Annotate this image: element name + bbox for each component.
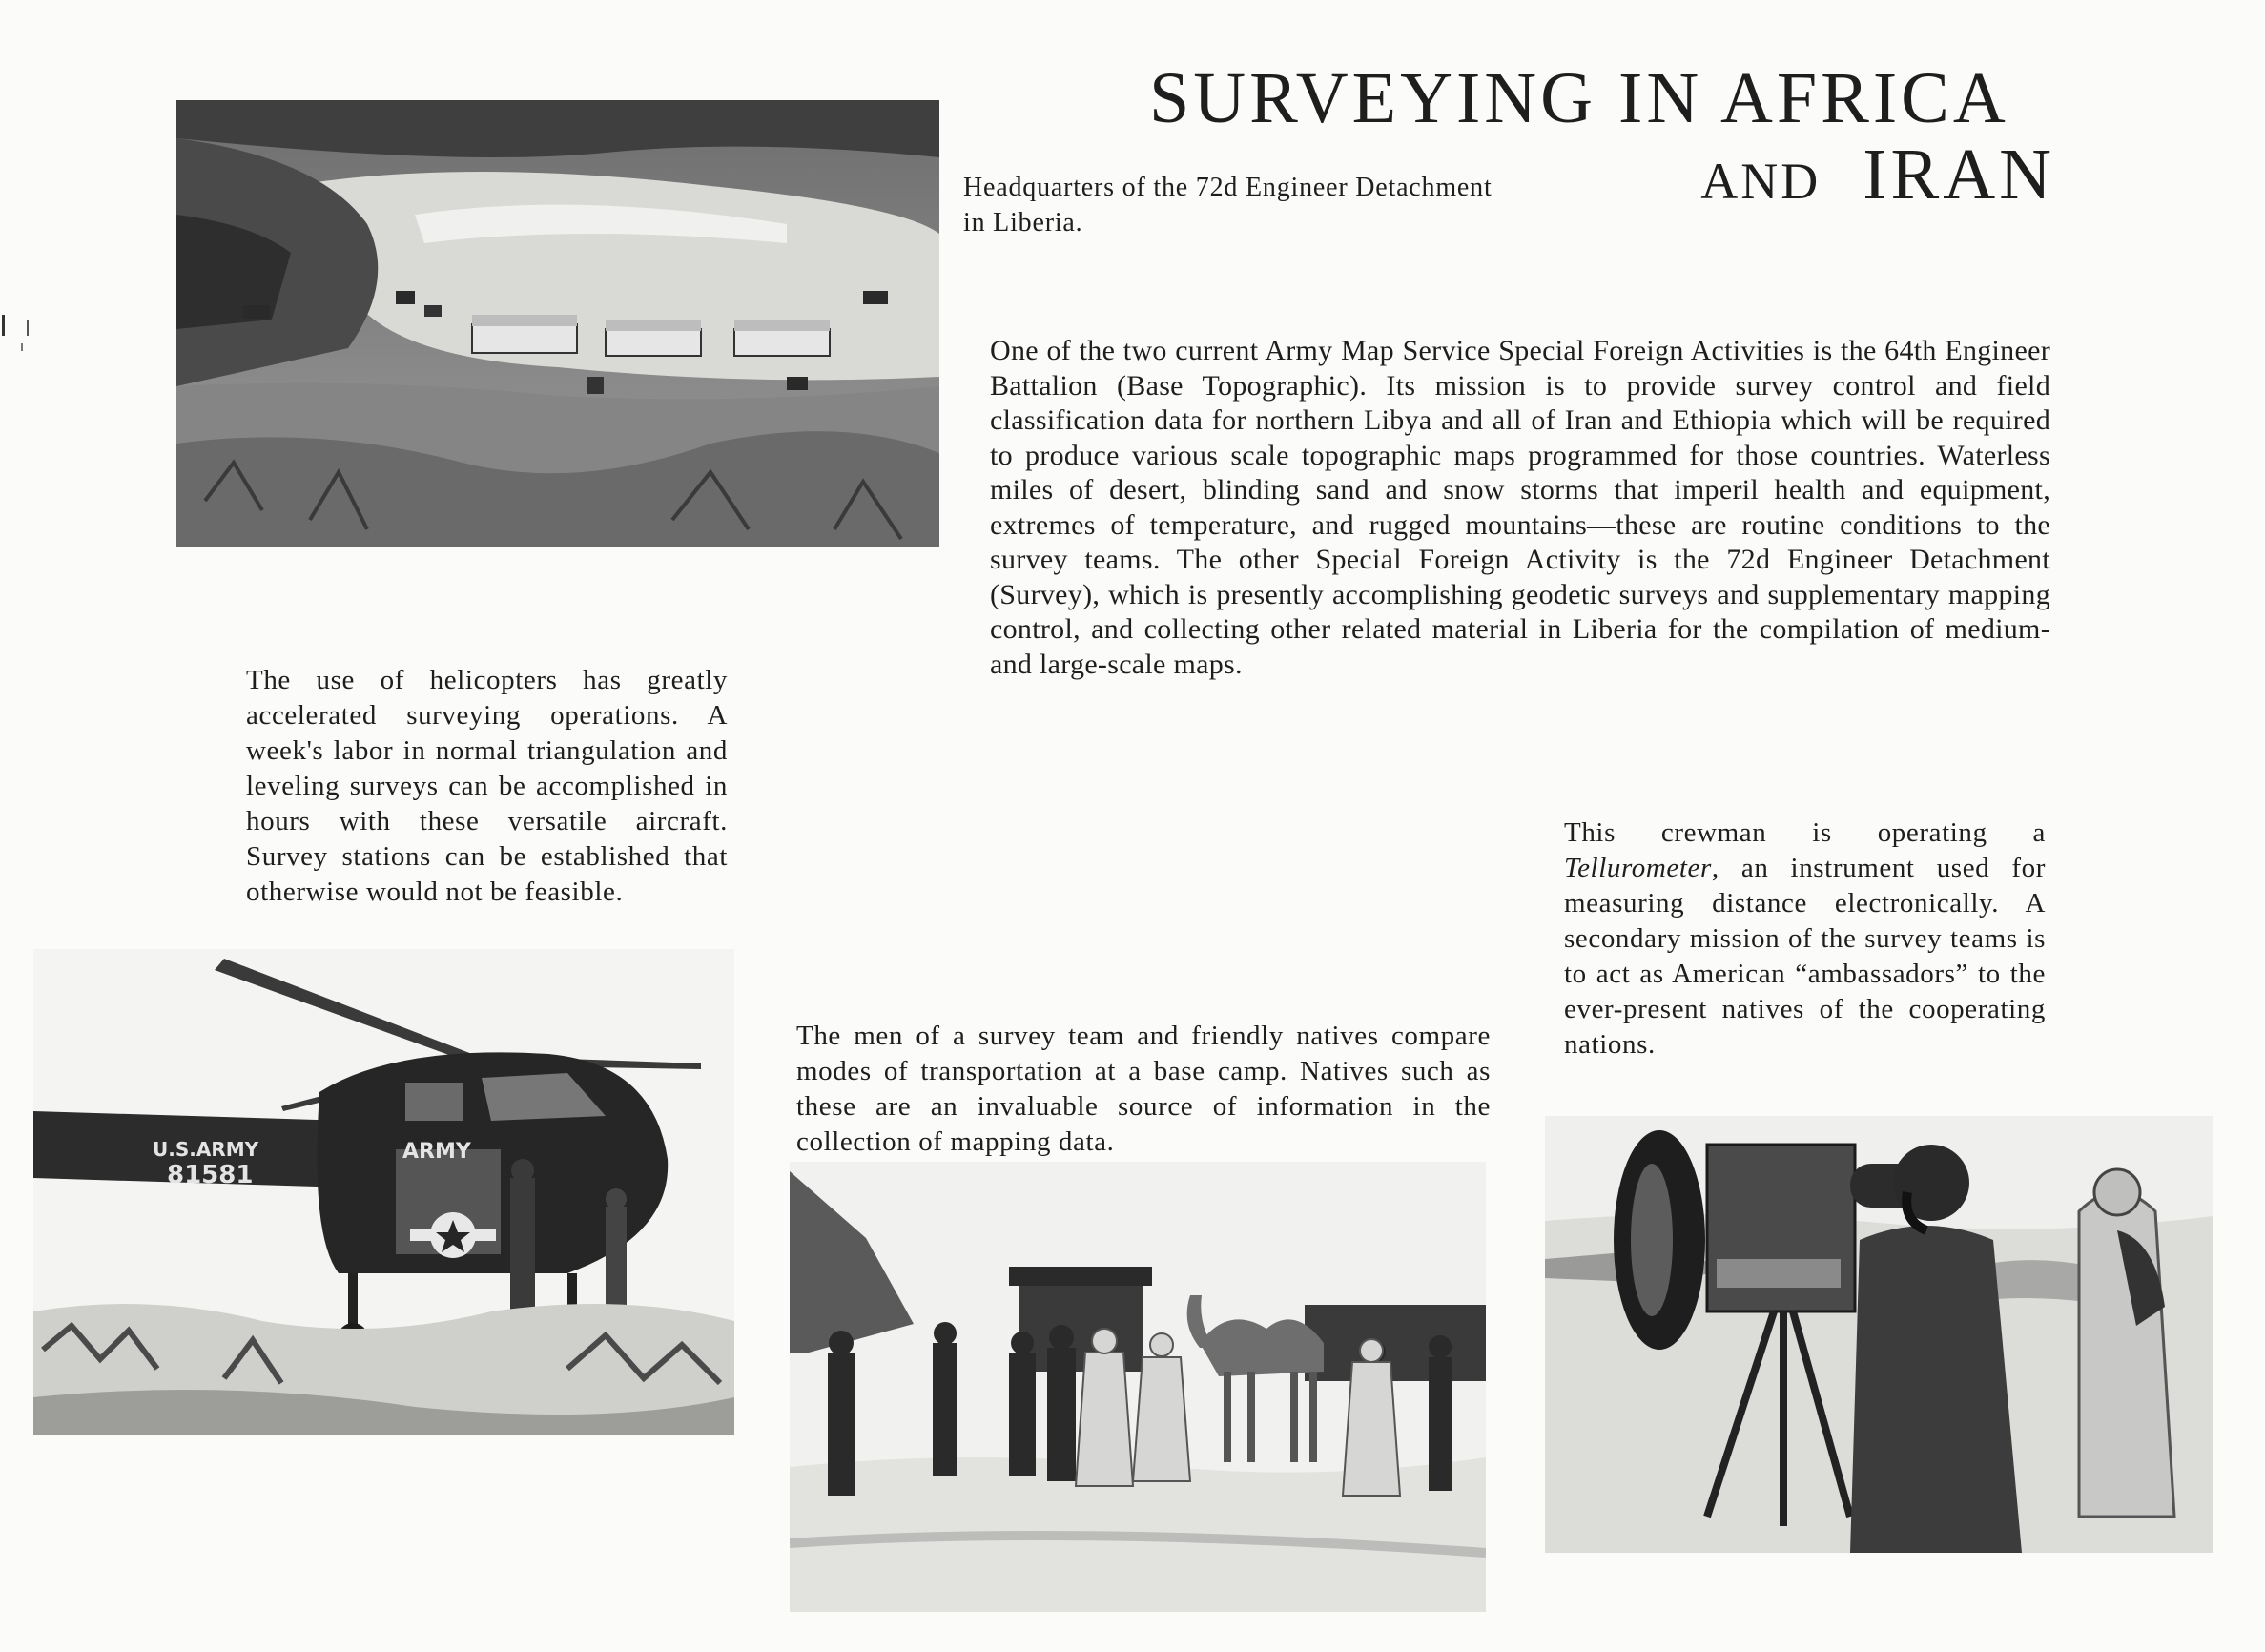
body-paragraph: One of the two current Army Map Service Special Foreign Activities is the 64th Engineer Battalion (Base Topographic). Its mission is to provide survey control and field classification data for northern Libya and all of Iran and Ethiopia which will be required to produce various scale topographic maps programmed for those countries. Waterless miles of desert, blinding sand and snow storms that imperil health and equipment, extremes of temperature, and rugged mountains—these are routine conditions to the survey teams. The other Special Foreign Activity is the 72d Engineer Detachment (Survey), which is presently accomplishing geodetic surveys and supplementary mapping control, and collecting other related material in Liberia for the compilation of medium- and large-scale maps. (990, 335, 2050, 680)
headquarters-caption: Headquarters of the 72d Engineer Detachment in Liberia. (963, 173, 1493, 237)
title-and: AND (1700, 153, 1822, 210)
helicopter-photo (33, 949, 734, 1435)
page-title: SURVEYING IN AFRICA (1149, 58, 2009, 138)
tellurometer-caption-prefix: This crewman is operating a (1564, 817, 2046, 848)
helicopter-caption: The use of helicopters has greatly accelerated surveying operations. A week's labor in normal triangulation and leveling surveys can be accomplished in hours with these versatile aircraft. Survey stations can be established that otherwise would not be feasible. (246, 665, 728, 907)
headquarters-photo (176, 100, 939, 547)
page-title-line2 (1693, 134, 2055, 217)
title-iran: IRAN (1863, 134, 2055, 215)
tellurometer-term: Tellurometer (1564, 853, 1712, 883)
binding-marks (0, 286, 38, 362)
tellurometer-caption (1564, 816, 2046, 1063)
helicopter-tail-marking: U.S.ARMY (153, 1138, 259, 1161)
survey-team-photo (790, 1162, 1486, 1612)
helicopter-body-marking: ARMY (402, 1140, 471, 1164)
tellurometer-photo (1545, 1116, 2213, 1553)
helicopter-number-marking: 81581 (167, 1161, 254, 1189)
survey-team-caption: The men of a survey team and friendly natives compare modes of transportation at a base camp. Natives such as these are an invaluable source of information in the collection of mapping data. (796, 1021, 1491, 1157)
tellurometer-caption-suffix: , an instrument used for measuring distance electronically. A secondary mission of the survey teams is to act as American “ambassadors” to the ever-present natives of the cooperating nations. (1564, 853, 2046, 1060)
